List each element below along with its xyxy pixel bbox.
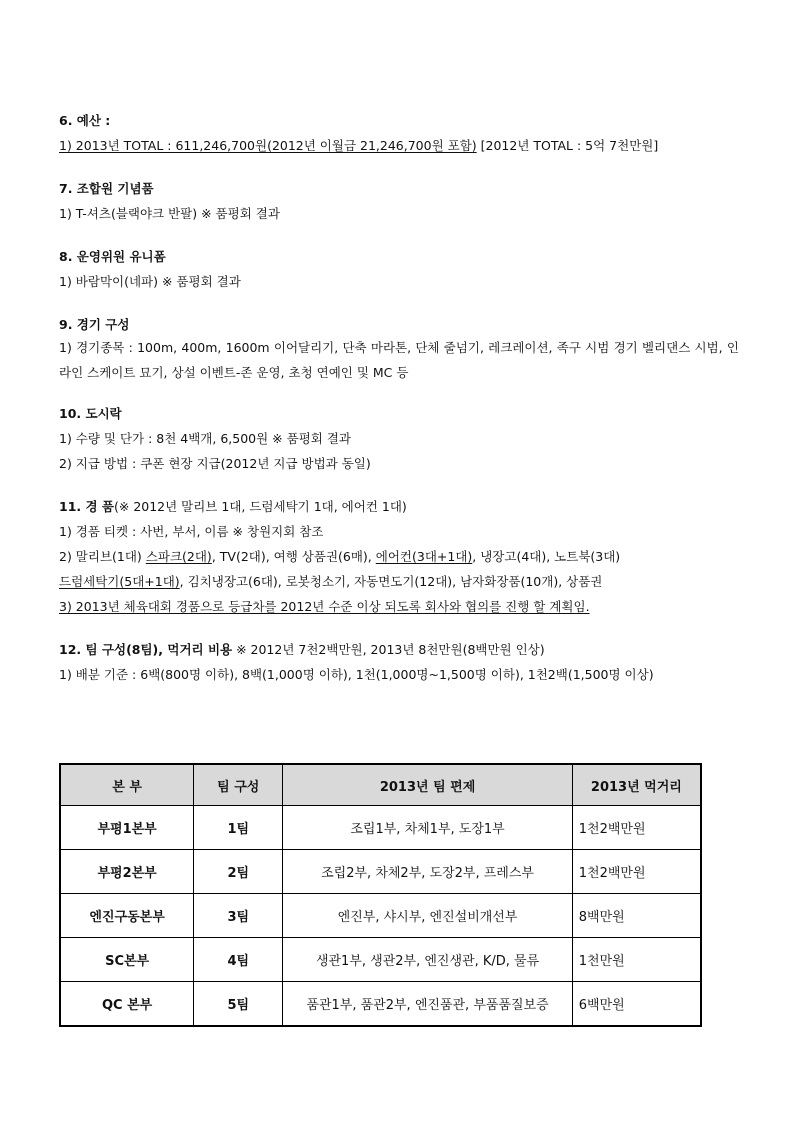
table-row (60, 982, 701, 1027)
section-12-title-note: ※ 2012년 7천2백만원, 2013년 8천만원(8백만원 인상) (232, 642, 545, 657)
cell-hq: QC 본부 (60, 982, 194, 1027)
section-6-total-2013: 1) 2013년 TOTAL : 611,246,700원(2012년 이월금 21,246,700원 포함) (59, 138, 477, 153)
cell-hq: 엔진구동본부 (60, 894, 194, 938)
section-11-line-2 (59, 548, 739, 565)
section-7-line-1: 1) T-셔츠(블랙야크 반팔) ※ 품평회 결과 (59, 206, 280, 221)
table-row (60, 938, 701, 982)
cell-food: 8백만원 (572, 894, 701, 938)
section-10-line-1: 1) 수량 및 단가 : 8천 4백개, 6,500원 ※ 품평회 결과 (59, 431, 351, 446)
cell-food: 1천만원 (572, 938, 701, 982)
header-team: 팀 구성 (194, 764, 283, 806)
cell-team: 1팀 (194, 806, 283, 850)
section-12-title-main: 12. 팀 구성(8팀), 먹거리 비용 (59, 642, 233, 657)
prize-fridge-notebook: , 냉장고(4대), 노트북(3대) (472, 549, 621, 564)
cell-org: 엔진부, 샤시부, 엔진설비개선부 (283, 894, 572, 938)
prize-malibu: 2) 말리브(1대) (59, 549, 146, 564)
cell-org: 품관1부, 품관2부, 엔진품관, 부품품질보증 (283, 982, 572, 1027)
cell-org: 조립1부, 차체1부, 도장1부 (283, 806, 572, 850)
cell-food: 1천2백만원 (572, 806, 701, 850)
section-11-title-main: 11. 경 품 (59, 499, 114, 514)
cell-team: 2팀 (194, 850, 283, 894)
section-10-line-2: 2) 지급 방법 : 쿠폰 현장 지급(2012년 지급 방법과 동일) (59, 456, 371, 471)
prize-tv-travel: , TV(2대), 여행 상품권(6매), (211, 549, 376, 564)
cell-team: 4팀 (194, 938, 283, 982)
section-10-title: 10. 도시락 (59, 406, 122, 421)
table-row (60, 806, 701, 850)
section-11-line-4: 3) 2013년 체육대회 경품으로 등급차를 2012년 수준 이상 되도록 회사와 협의를 진행 할 계획임. (59, 599, 590, 614)
cell-hq: SC본부 (60, 938, 194, 982)
section-9-line-1: 1) 경기종목 : 100m, 400m, 1600m 이어달리기, 단축 마라톤, 단체 줄넘기, 레크레이션, 족구 시범 경기 벨리댄스 시범, 인라인 스케이트 묘기, 상설 이벤트-존 운영, 초청 연예인 및 MC 등 (59, 340, 739, 380)
cell-team: 3팀 (194, 894, 283, 938)
table-row (60, 894, 701, 938)
header-hq: 본 부 (60, 764, 194, 806)
cell-food: 1천2백만원 (572, 850, 701, 894)
prize-spark: 스파크(2대) (145, 549, 212, 564)
header-food: 2013년 먹거리 (572, 764, 701, 806)
header-org: 2013년 팀 편제 (283, 764, 572, 806)
prize-drum-washer: 드럼세탁기(5대+1대) (59, 574, 180, 589)
section-6-line-1 (59, 137, 739, 154)
section-12-title (59, 641, 739, 658)
section-11-line-1: 1) 경품 티켓 : 사번, 부서, 이름 ※ 창원지회 참조 (59, 524, 324, 539)
cell-food: 6백만원 (572, 982, 701, 1027)
section-11-line-3 (59, 573, 739, 590)
section-11-title-note: (※ 2012년 말리브 1대, 드럼세탁기 1대, 에어컨 1대) (114, 499, 407, 514)
section-6-title: 6. 예산 : (59, 113, 111, 128)
document-body (59, 112, 739, 683)
table-row (60, 850, 701, 894)
section-12-line-1: 1) 배분 기준 : 6백(800명 이하), 8백(1,000명 이하), 1천(1,000명~1,500명 이하), 1천2백(1,500명 이상) (59, 667, 654, 682)
cell-hq: 부평1본부 (60, 806, 194, 850)
cell-org: 생관1부, 생관2부, 엔진생관, K/D, 물류 (283, 938, 572, 982)
prize-others: , 김치냉장고(6대), 로봇청소기, 자동면도기(12대), 남자화장품(10개), 상품권 (179, 574, 603, 589)
section-8-title: 8. 운영위원 유니폼 (59, 249, 166, 264)
cell-team: 5팀 (194, 982, 283, 1027)
prize-aircon: 에어컨(3대+1대) (375, 549, 473, 564)
section-9-title: 9. 경기 구성 (59, 317, 130, 332)
cell-hq: 부평2본부 (60, 850, 194, 894)
section-7-title: 7. 조합원 기념품 (59, 181, 154, 196)
table-header-row (60, 764, 701, 806)
section-8-line-1: 1) 바람막이(네파) ※ 품평회 결과 (59, 274, 241, 289)
section-6-total-2012: [2012년 TOTAL : 5억 7천만원] (476, 138, 659, 153)
team-table (59, 763, 702, 1027)
section-11-title (59, 498, 739, 515)
cell-org: 조립2부, 차체2부, 도장2부, 프레스부 (283, 850, 572, 894)
